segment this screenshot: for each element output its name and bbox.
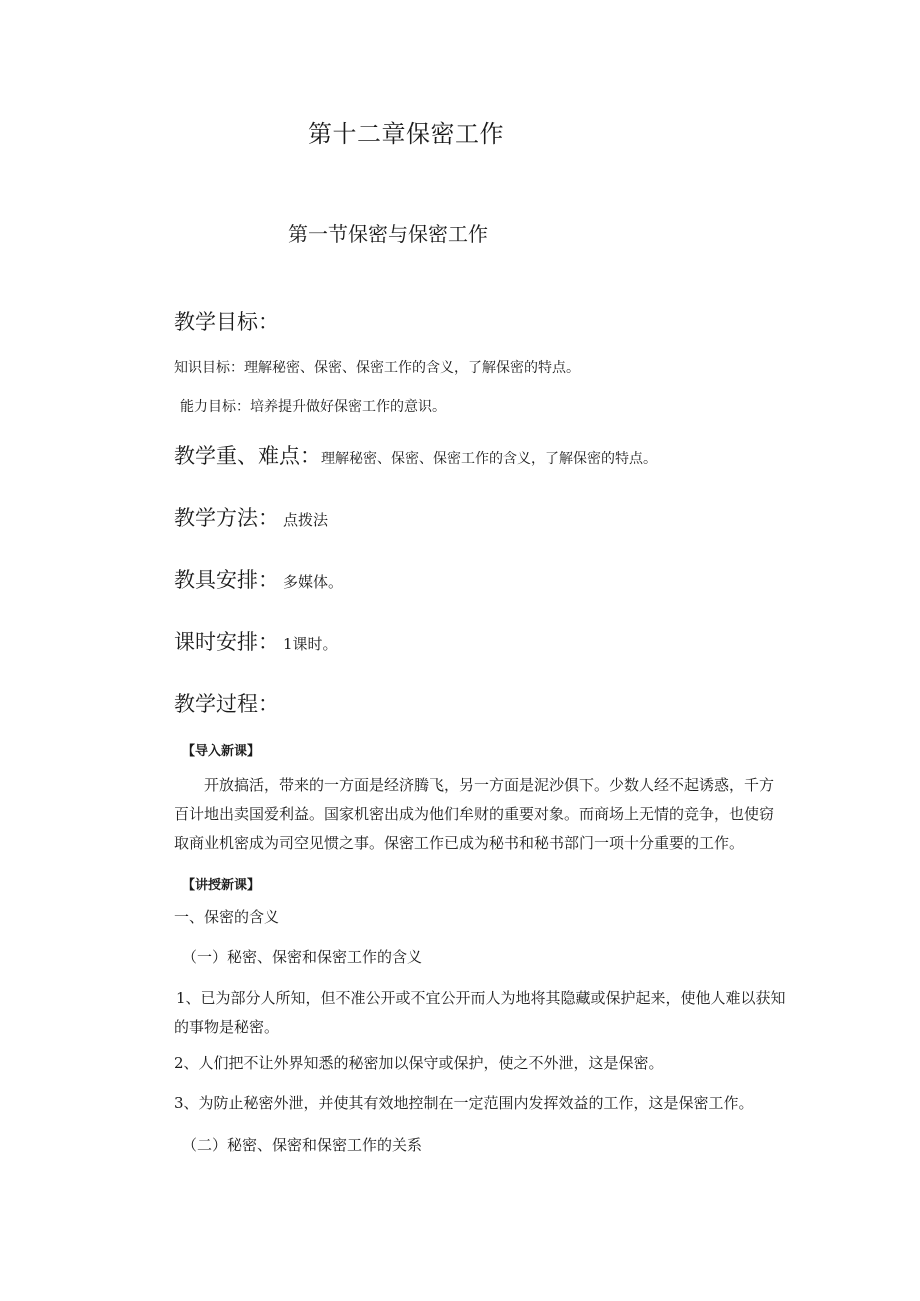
ability-objective: 能力目标：培养提升做好保密工作的意识。: [180, 399, 446, 415]
process-heading: 教学过程：: [174, 692, 279, 716]
key-points-row: [174, 440, 657, 470]
hours-value: 1课时。: [283, 635, 338, 653]
tools-row: [174, 564, 343, 594]
key-points-label: 教学重、难点：: [174, 444, 321, 468]
part1-title: 一、保密的含义: [174, 908, 280, 926]
key-points-value: 理解秘密、保密、保密工作的含义，了解保密的特点。: [321, 451, 657, 467]
objectives-heading: 教学目标：: [174, 310, 279, 334]
method-label: 教学方法：: [174, 506, 279, 530]
lecture-label: 【讲授新课】: [182, 878, 261, 893]
sub2-title: （二）秘密、保密和保密工作的关系: [182, 1136, 423, 1154]
hours-label: 课时安排：: [174, 630, 279, 654]
sub1-title: （一）秘密、保密和保密工作的含义: [182, 948, 423, 966]
method-value: 点拨法: [283, 511, 329, 529]
tools-label: 教具安排：: [174, 568, 279, 592]
tools-value: 多媒体。: [283, 573, 344, 591]
method-row: [174, 502, 328, 532]
hours-row: [174, 626, 338, 656]
item-1: [174, 984, 786, 1042]
chapter-title: 第十二章保密工作: [308, 120, 504, 148]
knowledge-objective: 知识目标：理解秘密、保密、保密工作的含义，了解保密的特点。: [174, 360, 580, 376]
intro-paragraph: 开放搞活，带来的一方面是经济腾飞，另一方面是泥沙俱下。少数人经不起诱惑，千方百计地出卖国爱利益。国家机密出成为他们牟财的重要对象。而商场上无情的竞争，也使窃取商业机密成为司空见惯之事。保密工作已成为秘书和秘书部门一项十分重要的工作。: [174, 776, 775, 852]
section-title: 第一节保密与保密工作: [288, 222, 488, 246]
item-1-text: 1、已为部分人所知，但不准公开或不宜公开而人为地将其隐藏或保护起来，使他人难以获知的事物是秘密。: [174, 989, 786, 1036]
item-2: 2、人们把不让外界知悉的秘密加以保守或保护，使之不外泄，这是保密。: [174, 1054, 664, 1072]
item-3: 3、为防止秘密外泄，并使其有效地控制在一定范围内发挥效益的工作，这是保密工作。: [174, 1094, 754, 1112]
intro-label: 【导入新课】: [182, 744, 261, 759]
